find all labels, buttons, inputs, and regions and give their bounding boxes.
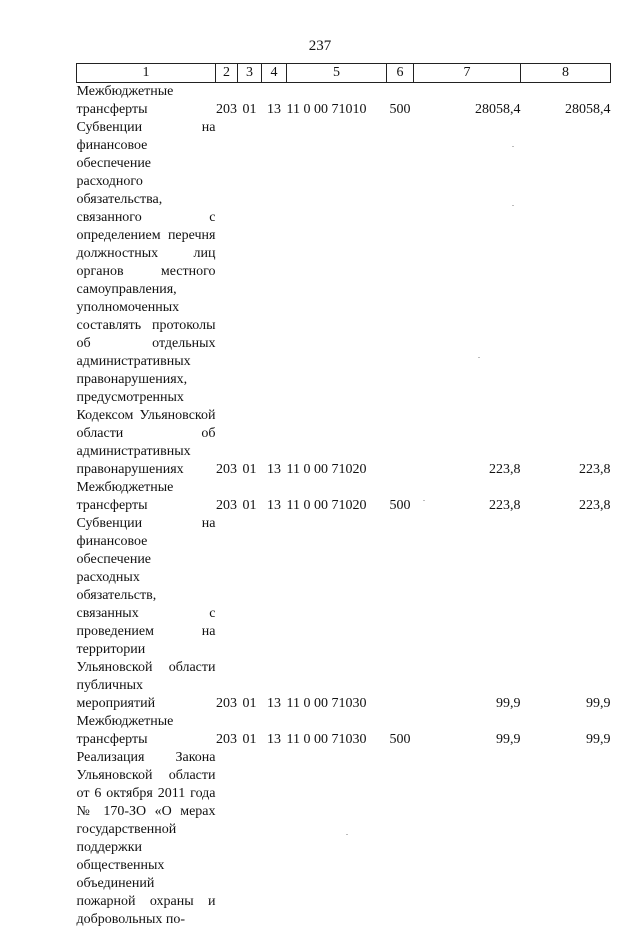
row-grbs: 203: [216, 498, 237, 513]
row-pr: 13: [267, 102, 281, 117]
row-rz: 01: [242, 732, 257, 747]
header-col-2: 2: [216, 64, 238, 83]
row-rz: 01: [242, 498, 257, 513]
row-grbs: 203: [216, 462, 237, 477]
row-csr: 11 0 00 71020: [286, 462, 367, 477]
row-sum-1: 99,9: [496, 696, 521, 711]
row-rz: 01: [242, 102, 257, 117]
table-row: [77, 515, 611, 713]
header-col-8: 8: [521, 64, 611, 83]
row-pr: [262, 749, 287, 929]
row-rz: 01: [242, 696, 257, 711]
header-row: [77, 64, 611, 83]
row-sum-2: 99,9: [586, 732, 611, 747]
row-sum-2: 28058,4: [565, 102, 611, 117]
row-sum-2: [521, 749, 611, 929]
row-sum-1: 223,8: [489, 498, 521, 513]
row-name: Межбюджетные трансферты: [76, 480, 174, 513]
row-name: Межбюджетные трансферты: [76, 84, 174, 117]
header-col-4: 4: [262, 64, 287, 83]
scan-speck: [512, 205, 514, 206]
row-name: Субвенции на финансовое обеспечение расходного обязательства, связанного с определением перечня должностных лиц органов местного самоуправления, уполномоченных составлять протоколы об отдельных административных правонарушениях, предусмотренных Кодексом Ульяновской области об административных правонарушениях: [76, 120, 216, 477]
row-sum-1: 223,8: [489, 462, 521, 477]
budget-table: [76, 63, 611, 929]
row-pr: 13: [267, 498, 281, 513]
row-csr: 11 0 00 71030: [286, 696, 367, 711]
header-col-1: 1: [77, 64, 216, 83]
scan-speck: [478, 357, 480, 358]
row-sum-2: 223,8: [579, 462, 611, 477]
row-vr: [387, 119, 414, 479]
row-pr: 13: [267, 696, 281, 711]
row-grbs: [216, 749, 238, 929]
row-rz: [238, 749, 262, 929]
row-sum-1: 28058,4: [475, 102, 521, 117]
row-grbs: 203: [216, 732, 237, 747]
row-grbs: 203: [216, 102, 237, 117]
row-csr: 11 0 00 71030: [286, 732, 367, 747]
header-col-6: 6: [387, 64, 414, 83]
row-csr: [287, 749, 387, 929]
row-name: Субвенции на финансовое обеспечение расходных обязательств, связанных с проведением на территории Ульяновской области публичных мероприятий: [76, 516, 216, 711]
row-vr: 500: [389, 498, 411, 513]
row-name: Реализация Закона Ульяновской области от 6 октября 2011 года № 170-ЗО «О мерах государственной поддержки общественных объединений пожарной охраны и добровольных по-: [76, 750, 216, 927]
scan-speck: [423, 500, 425, 501]
table-row: [77, 479, 611, 515]
header-col-7: 7: [414, 64, 521, 83]
row-pr: 13: [267, 732, 281, 747]
row-sum-2: 223,8: [579, 498, 611, 513]
page-number: 237: [308, 38, 332, 54]
header-col-5: 5: [287, 64, 387, 83]
row-csr: 11 0 00 71020: [286, 498, 367, 513]
scan-speck: [346, 834, 348, 835]
row-sum-1: 99,9: [496, 732, 521, 747]
table-row: [77, 83, 611, 120]
row-rz: 01: [242, 462, 257, 477]
row-sum-2: 99,9: [586, 696, 611, 711]
scan-speck: [512, 146, 514, 147]
header-col-3: 3: [238, 64, 262, 83]
row-pr: 13: [267, 462, 281, 477]
row-vr: 500: [389, 102, 411, 117]
row-name: Межбюджетные трансферты: [76, 714, 174, 747]
table-row: [77, 119, 611, 479]
row-csr: 11 0 00 71010: [286, 102, 367, 117]
row-grbs: 203: [216, 696, 237, 711]
table-row: [77, 713, 611, 749]
row-vr: [387, 749, 414, 929]
row-vr: [387, 515, 414, 713]
table-row: [77, 749, 611, 929]
row-sum-1: [414, 749, 521, 929]
row-vr: 500: [389, 732, 411, 747]
